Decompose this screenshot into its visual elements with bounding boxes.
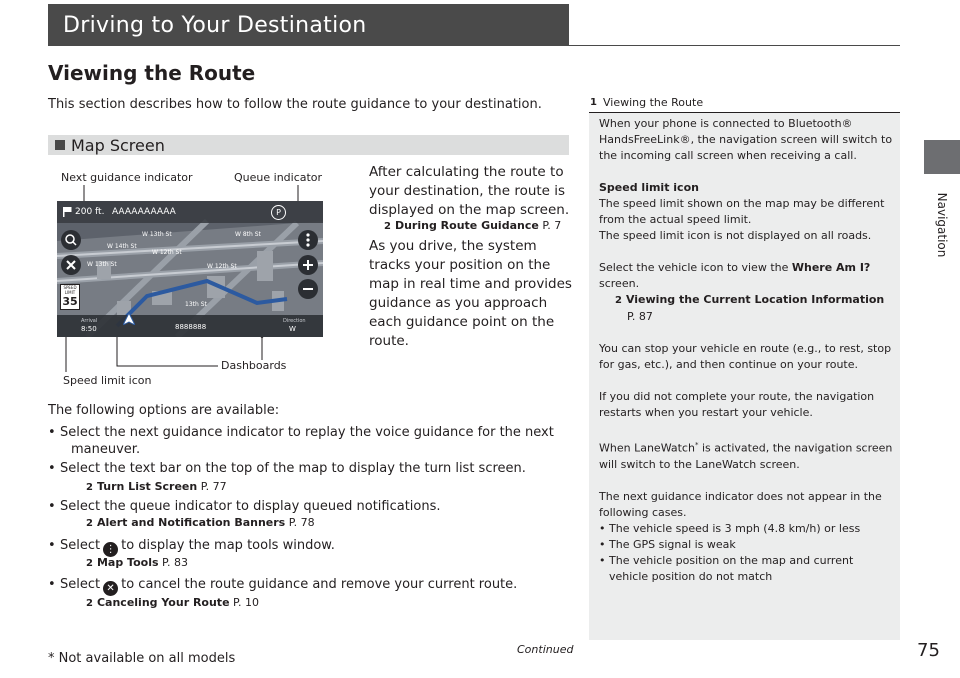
note-case-1: • The vehicle speed is 3 mph (4.8 km/h) or less [599, 521, 861, 535]
vehicle-position-icon[interactable] [123, 313, 135, 325]
option-bullet-3: • Select the queue indicator to display queued notifications. [48, 499, 441, 514]
search-icon[interactable] [61, 230, 81, 250]
callout-dashboards: Dashboards [221, 359, 287, 372]
note-speed-line-2: The speed limit icon is not displayed on all roads. [599, 229, 872, 242]
note-marker-icon: 1 [590, 97, 597, 108]
footnote: * Not available on all models [48, 651, 236, 666]
note-stop: You can stop your vehicle en route (e.g., to rest, stop for gas, etc.), and then continue on your route. [599, 342, 892, 371]
option-bullet-5: • Select ✕ to cancel the route guidance and remove your current route. [48, 577, 518, 594]
option-bullet-4: • Select ⋮ to display the map tools window. [48, 538, 335, 555]
page-number: 75 [917, 640, 940, 661]
note-bluetooth: When your phone is connected to Bluetooth® HandsFreeLink®, the navigation screen will switch to the incoming call screen when receiving a call. [599, 117, 893, 162]
note-case-2: • The GPS signal is weak [599, 537, 736, 551]
note-speed-line-1: The speed limit shown on the map may be different from the actual speed limit. [599, 197, 885, 226]
xref-canceling-route[interactable]: 2 Canceling Your Route P. 10 [86, 596, 259, 609]
zoom-out-icon[interactable] [298, 279, 318, 299]
options-intro: The following options are available: [48, 403, 280, 418]
xref-during-route-guidance[interactable]: 2 During Route Guidance P. 7 [384, 219, 562, 232]
section-intro: This section describes how to follow the route guidance to your destination. [48, 97, 542, 112]
xref-map-tools[interactable]: 2 Map Tools P. 83 [86, 556, 188, 569]
option-bullet-2: • Select the text bar on the top of the map to display the turn list screen. [48, 461, 526, 476]
next-guidance-distance[interactable]: 200 ft. [75, 207, 105, 217]
note-restart: If you did not complete your route, the navigation restarts when you restart your vehicle. [599, 390, 875, 419]
callout-queue: Queue indicator [234, 171, 323, 184]
chapter-title: Driving to Your Destination [63, 13, 367, 38]
section-title: Viewing the Route [48, 61, 256, 85]
xref-current-location-page: P. 87 [627, 310, 653, 323]
note-where-am-i: Select the vehicle icon to view the Where Am I? screen. [599, 261, 871, 290]
direction-label: Direction [283, 318, 306, 324]
subheading-title: Map Screen [71, 136, 165, 155]
description-paragraph-1: After calculating the route to your destination, the route is displayed on the map screen. [369, 164, 570, 218]
continued-label: Continued [517, 643, 574, 656]
arrival-label: Arrival [81, 318, 98, 324]
note-speed-title: Speed limit icon [599, 181, 699, 194]
xref-current-location[interactable]: 2 Viewing the Current Location Information [615, 293, 885, 306]
note-case-3: • The vehicle position on the map and current vehicle position do not match [599, 553, 854, 583]
direction-value[interactable]: W [289, 325, 296, 333]
side-tab-label: Navigation [935, 192, 949, 258]
description-paragraph-2: As you drive, the system tracks your position on the map in real time and provides guidance as you approach each guidance point on the route. [369, 238, 572, 349]
side-note-title: Viewing the Route [603, 96, 704, 109]
note-lanewatch: When LaneWatch* is activated, the navigation screen will switch to the LaneWatch screen. [599, 441, 893, 471]
street-label: W 12th St [152, 249, 182, 256]
flag-icon [61, 206, 73, 218]
street-label: 13th St [185, 301, 207, 308]
street-label: W 8th St [235, 231, 261, 238]
side-tab-marker [924, 140, 960, 174]
option-bullet-1: • Select the next guidance indicator to replay the voice guidance for the next maneuver. [48, 425, 554, 457]
map-tools-inline-icon: ⋮ [103, 542, 118, 557]
note-next-intro: The next guidance indicator does not appear in the following cases. [599, 489, 882, 519]
street-text-bar[interactable]: AAAAAAAAAA [112, 207, 176, 217]
street-label: W 12th St [207, 263, 237, 270]
map-screen-image [57, 201, 323, 337]
arrival-value[interactable]: 8:50 [81, 325, 97, 333]
street-label: W 13th St [142, 231, 172, 238]
zoom-in-icon[interactable] [298, 255, 318, 275]
callout-next-guidance: Next guidance indicator [61, 171, 193, 184]
map-tools-icon[interactable] [298, 230, 318, 250]
side-note-body [599, 116, 895, 585]
cancel-route-icon[interactable] [61, 255, 81, 275]
header-rule [569, 45, 900, 46]
dashboard-center-value[interactable]: 8888888 [175, 323, 207, 331]
map-graphic [57, 201, 323, 337]
cancel-inline-icon: ✕ [103, 581, 118, 596]
xref-alert-banners[interactable]: 2 Alert and Notification Banners P. 78 [86, 516, 315, 529]
street-label: W 14th St [107, 243, 137, 250]
queue-indicator-icon[interactable]: P [271, 205, 286, 220]
callout-speed-limit: Speed limit icon [63, 374, 152, 387]
speed-limit-icon: SPEED LIMIT 35 [60, 284, 80, 310]
xref-turn-list[interactable]: 2 Turn List Screen P. 77 [86, 480, 227, 493]
street-label: W 13th St [87, 261, 117, 268]
